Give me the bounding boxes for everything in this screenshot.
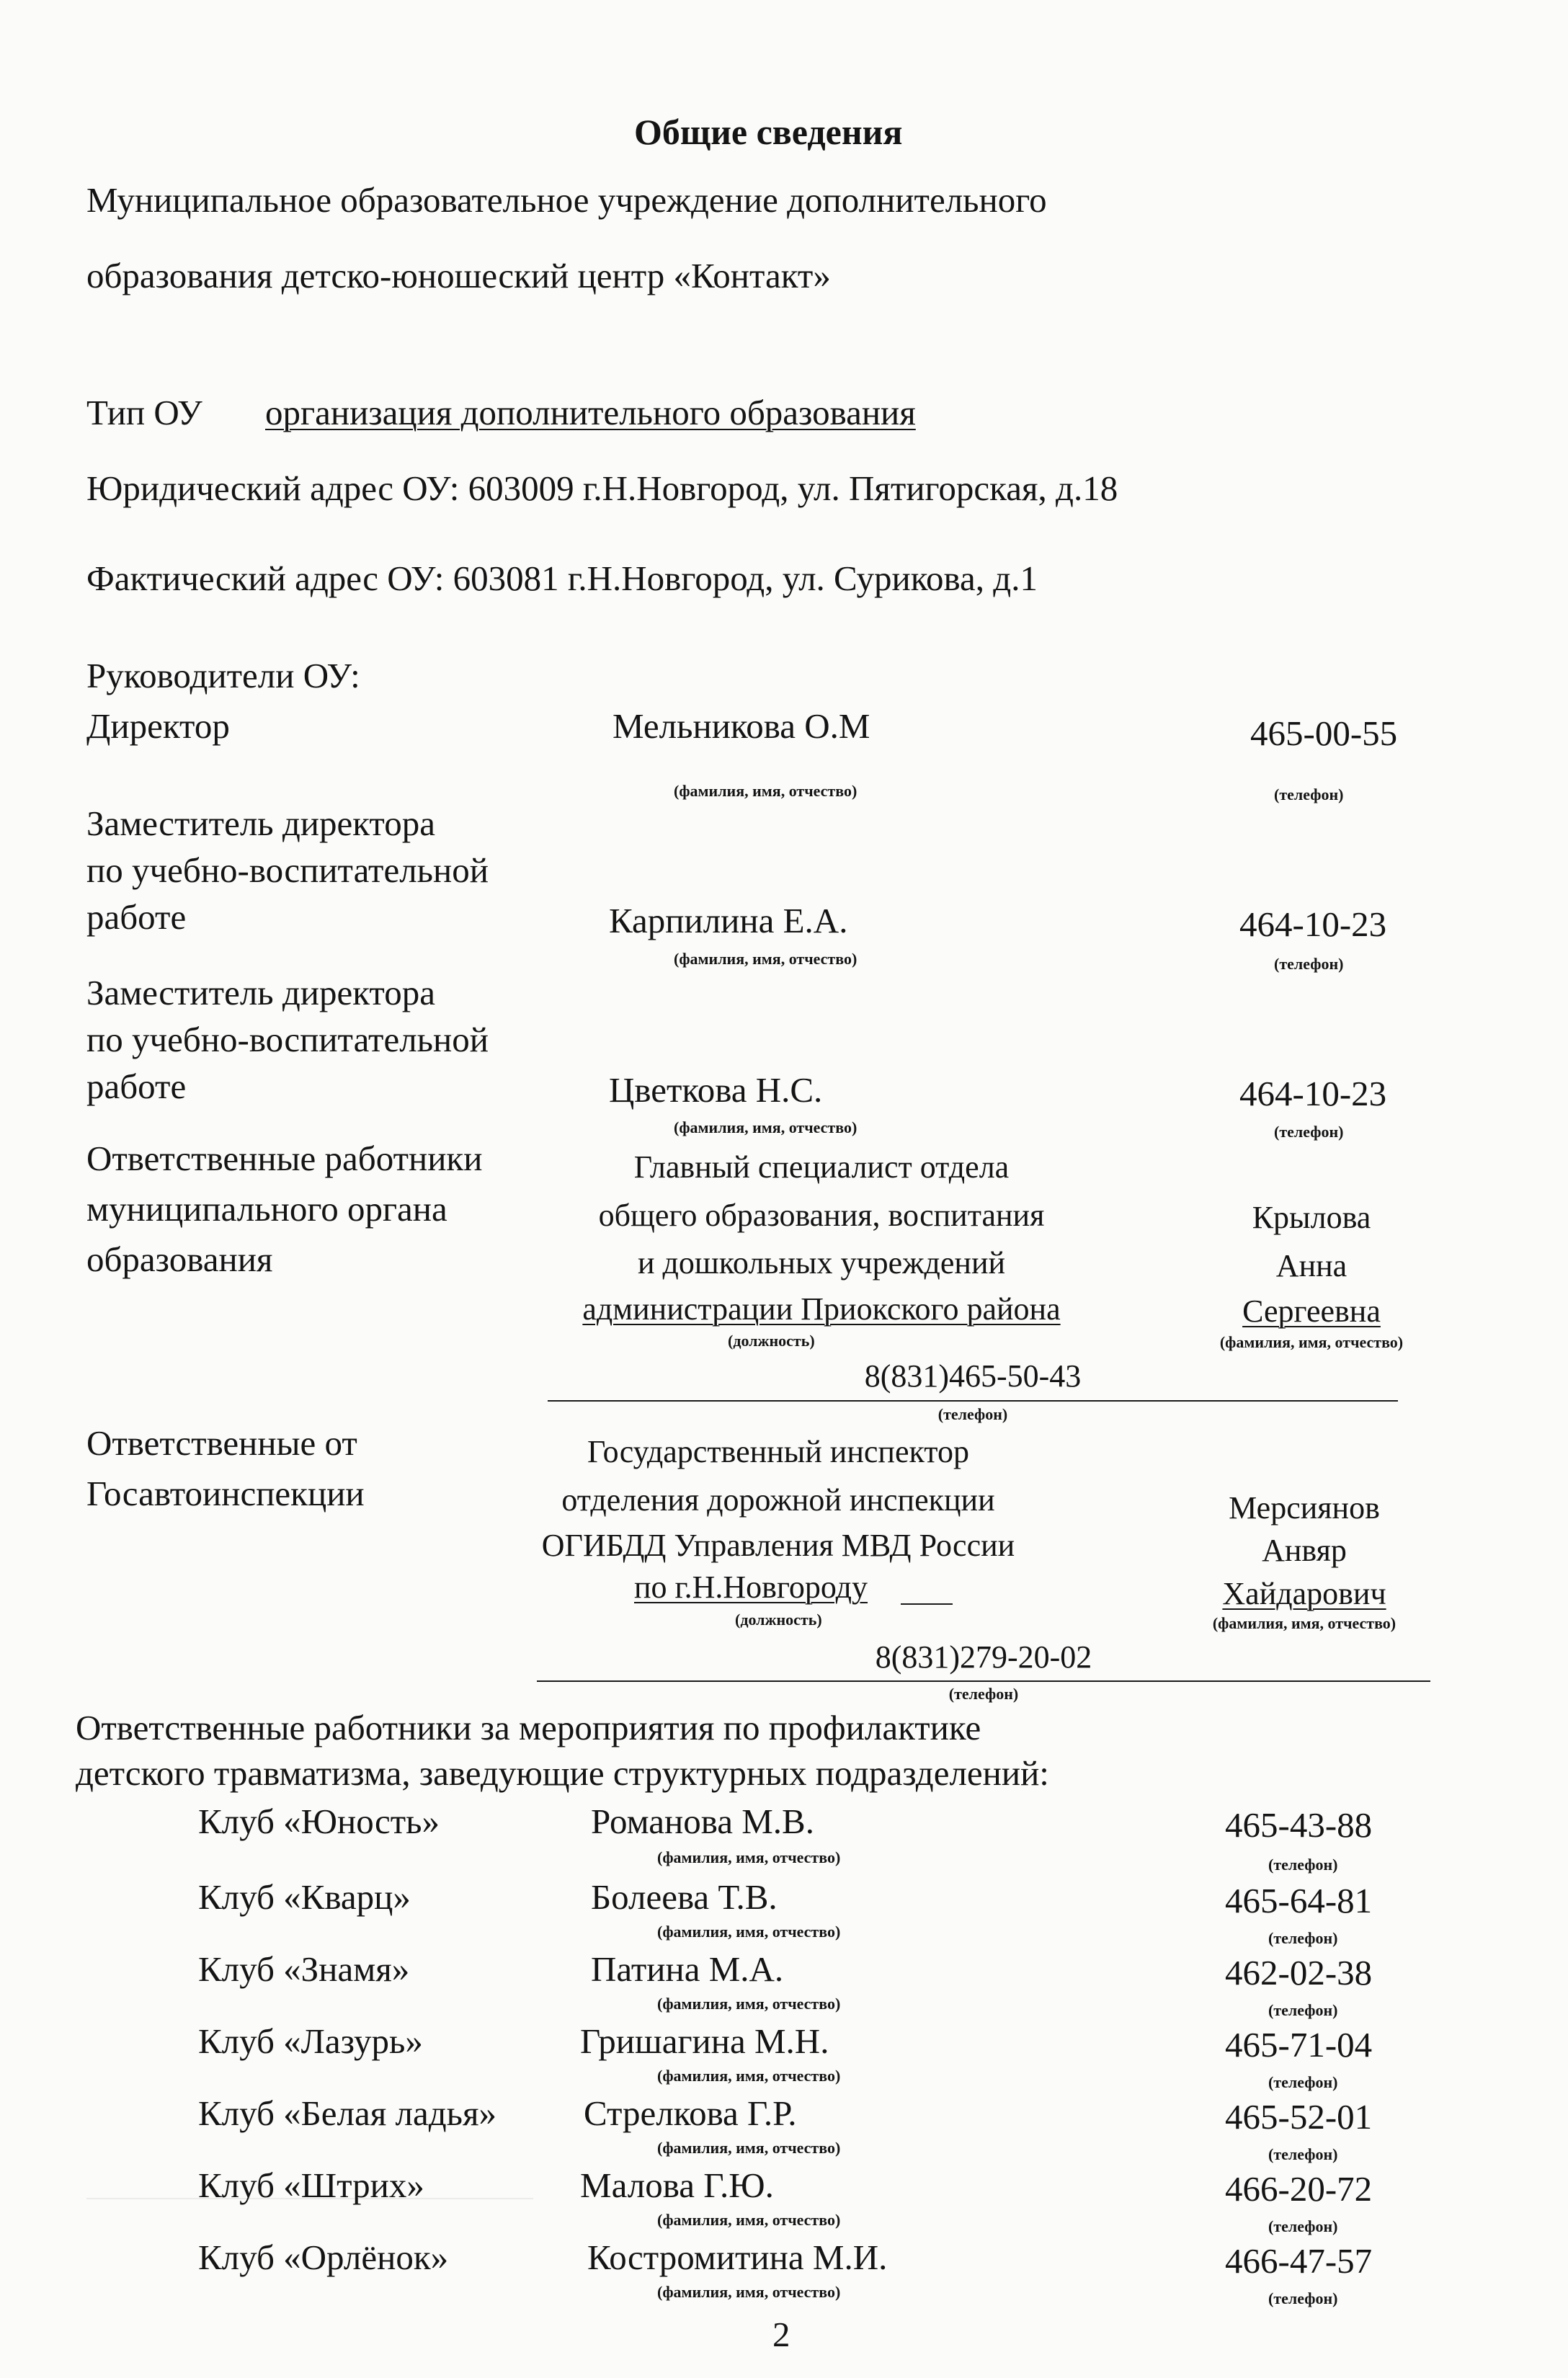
deputy2-phone-caption: (телефон) xyxy=(1274,1123,1344,1141)
gai-label-line1: Ответственные от xyxy=(86,1423,357,1463)
municipal-position-line4: администрации Приокского района xyxy=(582,1291,1061,1327)
club-head-name: Патина М.А. xyxy=(591,1949,784,1989)
prevention-line1: Ответственные работники за мероприятия по профилактике xyxy=(76,1708,981,1747)
deputy1-role-line3: работе xyxy=(86,897,187,937)
prevention-line2: детского травматизма, заведующие структурных подразделений: xyxy=(76,1753,1049,1793)
type-label: Тип ОУ xyxy=(86,393,202,432)
org-name-line2: образования детско-юношеский центр «Контакт» xyxy=(86,256,831,295)
deputy1-role-line1: Заместитель директора xyxy=(86,803,435,843)
municipal-label-line1: Ответственные работники xyxy=(86,1139,483,1178)
municipal-position-line1: Главный специалист отдела xyxy=(633,1149,1010,1185)
club-head-name: Костромитина М.И. xyxy=(587,2237,888,2277)
club-head-name: Стрелкова Г.Р. xyxy=(584,2093,797,2133)
gai-position-line4: по г.Н.Новгороду xyxy=(634,1569,868,1605)
director-name: Мельникова О.М xyxy=(612,706,870,746)
gai-phone: 8(831)279-20-02 xyxy=(875,1639,1092,1675)
deputy2-name: Цветкова Н.С. xyxy=(609,1070,823,1110)
club-phone-caption: (телефон) xyxy=(1268,2145,1338,2163)
director-phone: 465-00-55 xyxy=(1250,713,1398,753)
club-phone: 462-02-38 xyxy=(1225,1953,1373,1992)
gai-phone-line xyxy=(537,1680,1430,1682)
club-phone: 465-43-88 xyxy=(1225,1805,1373,1845)
municipal-name-line1: Крылова xyxy=(1252,1200,1371,1235)
gai-name-line3: Хайдарович xyxy=(1222,1576,1386,1611)
legal-address: Юридический адрес ОУ: 603009 г.Н.Новгород, ул. Пятигорская, д.18 xyxy=(86,468,1118,508)
club-head-name: Болеева Т.В. xyxy=(591,1877,778,1917)
club-phone-caption: (телефон) xyxy=(1268,2001,1338,2019)
deputy2-role-line2: по учебно-воспитательной xyxy=(86,1020,489,1059)
deputy1-fio-caption: (фамилия, имя, отчество) xyxy=(674,950,858,968)
club-phone: 466-20-72 xyxy=(1225,2169,1373,2209)
deputy2-fio-caption: (фамилия, имя, отчество) xyxy=(674,1118,858,1136)
club-head-name: Романова М.В. xyxy=(591,1802,814,1841)
municipal-label-line3: образования xyxy=(86,1239,273,1279)
club-phone-caption: (телефон) xyxy=(1268,2217,1338,2235)
club-fio-caption: (фамилия, имя, отчество) xyxy=(657,2067,841,2085)
org-name-line1: Муниципальное образовательное учреждение дополнительного xyxy=(86,180,1047,220)
actual-address: Фактический адрес ОУ: 603081 г.Н.Новгород, ул. Сурикова, д.1 xyxy=(86,558,1038,598)
club-fio-caption: (фамилия, имя, отчество) xyxy=(657,2139,841,2157)
club-fio-caption: (фамилия, имя, отчество) xyxy=(657,1995,841,2013)
municipal-phone-line xyxy=(548,1400,1398,1402)
municipal-position-line3: и дошкольных учреждений xyxy=(637,1245,1006,1281)
municipal-phone-caption: (телефон) xyxy=(937,1405,1008,1423)
deputy1-phone-caption: (телефон) xyxy=(1274,955,1344,973)
club-phone-caption: (телефон) xyxy=(1268,1929,1338,1947)
gai-position-underline-tail xyxy=(901,1603,953,1605)
municipal-label-line2: муниципального органа xyxy=(86,1189,447,1229)
club-phone: 465-52-01 xyxy=(1225,2097,1373,2137)
club-name: Клуб «Орлёнок» xyxy=(198,2237,449,2277)
director-role: Директор xyxy=(86,706,230,746)
club-fio-caption: (фамилия, имя, отчество) xyxy=(657,1848,841,1866)
gai-position-line1: Государственный инспектор xyxy=(587,1434,969,1469)
gai-fio-caption: (фамилия, имя, отчество) xyxy=(1212,1614,1396,1632)
director-phone-caption: (телефон) xyxy=(1274,785,1344,803)
club-name: Клуб «Знамя» xyxy=(198,1949,410,1989)
club-name: Клуб «Кварц» xyxy=(198,1877,411,1917)
club-phone-caption: (телефон) xyxy=(1268,2289,1338,2307)
club-phone: 465-64-81 xyxy=(1225,1881,1373,1920)
club-name: Клуб «Штрих» xyxy=(198,2165,424,2205)
gai-label-line2: Госавтоинспекции xyxy=(86,1474,365,1513)
club-name: Клуб «Юность» xyxy=(198,1802,440,1841)
municipal-position-caption: (должность) xyxy=(728,1332,815,1350)
gai-position-line2: отделения дорожной инспекции xyxy=(561,1482,995,1518)
club-fio-caption: (фамилия, имя, отчество) xyxy=(657,2211,841,2229)
club-phone-caption: (телефон) xyxy=(1268,1856,1338,1874)
heads-label: Руководители ОУ: xyxy=(86,656,360,695)
deputy2-role-line1: Заместитель директора xyxy=(86,973,435,1012)
director-fio-caption: (фамилия, имя, отчество) xyxy=(674,782,858,800)
gai-position-line3: ОГИБДД Управления МВД России xyxy=(541,1528,1015,1563)
club-fio-caption: (фамилия, имя, отчество) xyxy=(657,1923,841,1941)
deputy1-role-line2: по учебно-воспитательной xyxy=(86,850,489,890)
deputy2-phone: 464-10-23 xyxy=(1239,1074,1387,1113)
gai-position-caption: (должность) xyxy=(735,1611,822,1629)
club-phone-caption: (телефон) xyxy=(1268,2073,1338,2091)
municipal-name-line3: Сергеевна xyxy=(1242,1293,1381,1329)
gai-name-line2: Анвяр xyxy=(1262,1533,1347,1568)
club-name: Клуб «Белая ладья» xyxy=(198,2093,497,2133)
municipal-name-line2: Анна xyxy=(1275,1248,1348,1283)
club-fio-caption: (фамилия, имя, отчество) xyxy=(657,2283,841,2301)
club-head-name: Гришагина М.Н. xyxy=(580,2021,829,2061)
club-phone: 466-47-57 xyxy=(1225,2241,1373,2281)
type-value: организация дополнительного образования xyxy=(265,393,916,432)
municipal-phone: 8(831)465-50-43 xyxy=(864,1358,1082,1394)
club-name: Клуб «Лазурь» xyxy=(198,2021,423,2061)
club-head-name: Малова Г.Ю. xyxy=(580,2165,774,2205)
deputy2-role-line3: работе xyxy=(86,1066,187,1106)
gai-phone-caption: (телефон) xyxy=(948,1685,1019,1703)
municipal-fio-caption: (фамилия, имя, отчество) xyxy=(1219,1333,1404,1351)
page-title: Общие сведения xyxy=(634,112,903,152)
deputy1-name: Карпилина Е.А. xyxy=(609,901,848,940)
club-phone: 465-71-04 xyxy=(1225,2025,1373,2065)
deputy1-phone: 464-10-23 xyxy=(1239,904,1387,944)
gai-name-line1: Мерсиянов xyxy=(1229,1490,1380,1526)
municipal-position-line2: общего образования, воспитания xyxy=(598,1198,1045,1233)
page-number: 2 xyxy=(772,2315,790,2354)
